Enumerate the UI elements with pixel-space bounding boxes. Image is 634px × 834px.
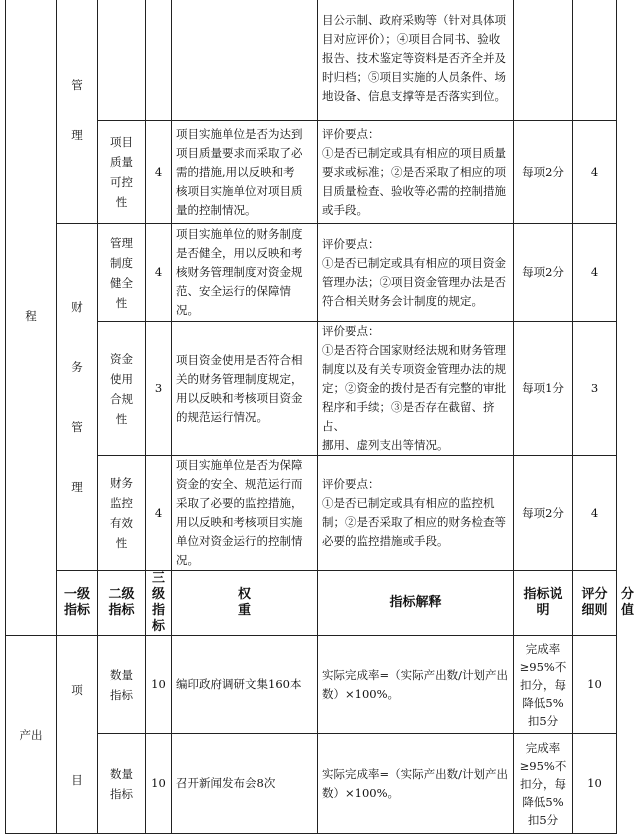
name-line: 性 [115,295,128,310]
name-line: 合规 [110,391,133,406]
header-level2 [98,571,146,636]
weight-cell: 10 [146,734,172,834]
header-line: 评分 [581,587,608,602]
table-row [6,456,617,571]
note-line: 符合相关财务会计制度的规定。 [322,293,483,308]
rule-line: ≥95%不 [519,659,567,674]
note-line: 或手段。 [322,202,368,217]
name-line: 制度 [110,255,133,270]
name-line: 性 [115,195,128,209]
note-line: 挪用、虚列支出等情况。 [322,438,449,452]
table-row [6,121,617,224]
rule-line: 降低5% [522,695,564,710]
level2-char: 管 [71,78,83,92]
name-line: 使用 [110,371,133,386]
weight-cell: 4 [146,456,172,571]
note-line: 实际完成率=（实际产出数/计划产出 [322,766,509,781]
note-line: 数）×100%。 [322,686,400,701]
note-line: 目公示制、政府采购等（针对具体项 [322,13,506,27]
desc-line: 项目质量要求而采取了必 [176,145,303,160]
weight-cell: 4 [146,224,172,322]
desc-line: 项目实施单位的财务制度 [176,227,303,241]
note-line: 时归档；⑤项目实施的人员条件、场 [322,70,506,84]
performance-indicator-table [5,0,634,834]
desc-cell [172,456,318,571]
score-cell: 10 [573,734,617,834]
name-line: 有效 [110,516,133,530]
level2-finance-mgmt-cell [57,224,98,571]
empty-cell [514,0,573,121]
rule-line: 完成率 [525,641,561,656]
desc-cell [172,322,318,456]
desc-line: 核项目实施单位对项目质 [176,183,303,198]
name-line: 资金 [110,351,133,366]
header-rule [573,571,617,636]
desc-line: 项目资金使用是否符合相 [176,352,303,367]
note-line: 评价要点： [322,236,380,251]
empty-cell [146,0,172,121]
level2-project-output-cell [57,636,98,834]
empty-cell [573,0,617,121]
level3-name-cell [98,636,146,734]
name-line: 监控 [110,496,133,510]
level3-name-cell [98,224,146,322]
note-line: 程序和手续；③是否存在截留、挤占、 [322,400,495,433]
desc-line: 的规范运行情况。 [176,409,268,424]
top-note-cell [318,0,514,121]
score-cell: 4 [573,456,617,571]
rule-line: 扣分，每 [520,776,566,791]
rule-cell: 每项1分 [514,322,573,456]
header-level3 [146,571,172,636]
desc-line: 核财务管理制度对资金规 [176,265,303,279]
note-line: 定；②资金的拨付是否有完整的审批 [322,381,506,395]
note-cell [318,224,514,322]
name-line: 指标 [110,687,133,702]
note-cell [318,121,514,224]
level2-char: 目 [71,772,83,787]
rule-cell: 每项2分 [514,456,573,571]
desc-cell: 召开新闻发布会8次 [172,734,318,834]
desc-line: 需的措施,用以反映和考 [176,164,295,179]
note-line: ①是否已制定或具有相应的监控机 [322,496,495,510]
header-note: 指标说明 [514,571,573,636]
desc-line: 资金的安全、规范运行而 [176,477,303,491]
table-row [6,636,617,734]
desc-line: 况。 [176,553,199,567]
desc-line: 范、安全运行的保障情况。 [176,284,291,317]
desc-line: 关的财务管理制度规定， [176,371,303,386]
header-desc: 指标解释 [318,571,514,636]
desc-line: 采取了必要的监控措施， [176,496,303,510]
score-cell: 3 [573,322,617,456]
note-line: 评价要点： [322,324,380,338]
note-line: 数）×100%。 [322,785,400,800]
header-line: 指标 [151,603,165,634]
level3-name-cell [98,456,146,571]
desc-line: 单位对资金运行的控制情 [176,534,303,548]
rule-cell [514,636,573,734]
note-cell [318,322,514,456]
weight-cell: 4 [146,121,172,224]
level2-char: 理 [71,480,83,494]
note-line: ①是否符合国家财经法规和财务管理 [322,343,506,357]
note-line: 实际完成率=（实际产出数/计划产出 [322,667,509,682]
level1-label: 程 [25,309,37,323]
level2-char: 务 [71,360,83,374]
table-row [6,224,617,322]
rule-line: 完成率 [525,740,561,755]
level1-output-cell: 产出 [6,636,57,834]
note-cell [318,456,514,571]
note-line: 要求或标准；②是否采取了相应的项 [322,164,506,179]
note-line: ①是否已制定或具有相应的项目质量 [322,145,506,160]
desc-line: 项目实施单位是否为保障 [176,458,303,472]
level2-char: 项 [71,682,83,697]
score-cell: 10 [573,636,617,734]
desc-cell [172,224,318,322]
note-line: 制；②是否采取了相应的财务检查等 [322,515,506,529]
level3-name-cell [98,734,146,834]
rule-cell [514,734,573,834]
rule-cell: 每项2分 [514,121,573,224]
empty-cell [172,0,318,121]
note-line: 必要的监控措施或手段。 [322,534,449,548]
desc-line: 项目实施单位是否为达到 [176,126,303,141]
rule-line: 降低5% [522,794,564,809]
table-header-row: 一级 指标 二级 指标 三级 指标 权 重 指标解释 指标说明 评分 细则 分 值 [6,571,617,636]
level2-char: 管 [71,420,83,434]
rule-line: ≥95%不 [519,758,567,773]
note-cell [318,734,514,834]
name-line: 项目 [110,135,133,149]
score-cell: 4 [573,121,617,224]
note-line: 地设备、信息支撑等是否落实到位。 [322,89,506,103]
rule-line: 扣5分 [527,713,559,728]
header-line: 三级 [151,571,165,602]
desc-cell [172,121,318,224]
note-line: ①是否已制定或具有相应的项目资金 [322,255,506,270]
name-line: 数量 [110,667,133,682]
header-weight [172,571,318,636]
name-line: 财务 [110,476,133,490]
rule-line: 扣5分 [527,812,559,827]
name-line: 性 [115,411,128,426]
level2-char: 财 [71,300,83,314]
note-line: 目对应评价）；④项目合同书、验收 [322,32,501,46]
note-cell [318,636,514,734]
rule-cell: 每项2分 [514,224,573,322]
level2-project-mgmt-cell [57,0,98,224]
desc-line: 是否健全，用以反映和考 [176,246,303,260]
desc-line: 用以反映和考核项目资金 [176,390,303,405]
name-line: 性 [115,536,128,550]
empty-cell [98,0,146,121]
note-line: 报告、技术鉴定等资料是否齐全并及 [322,51,506,65]
header-level1 [57,571,98,636]
note-line: 评价要点： [322,477,380,491]
weight-cell: 3 [146,322,172,456]
level3-name-cell [98,322,146,456]
rule-line: 扣分，每 [520,677,566,692]
table-row [6,734,617,834]
weight-cell: 10 [146,636,172,734]
note-line: 目质量检查、验收等必需的控制措施 [322,183,506,198]
level2-char: 理 [71,128,83,142]
note-line: 管理办法；②项目资金管理办法是否 [322,274,506,289]
name-line: 健全 [110,275,133,290]
score-cell: 4 [573,224,617,322]
desc-line: 量的控制情况。 [176,202,257,217]
header-line: 细则 [581,603,608,618]
note-line: 制度以及有关专项资金管理办法的规 [322,362,506,376]
name-line: 可控 [110,175,133,189]
name-line: 质量 [110,155,133,169]
header-line: 权 [237,587,251,602]
header-line: 重 [237,603,251,618]
level3-name-cell [98,121,146,224]
level1-program-cell [6,0,57,636]
header-line: 一级 [63,587,90,602]
desc-cell: 编印政府调研文集160本 [172,636,318,734]
header-line: 指标 [108,603,135,618]
header-line: 二级 [108,587,135,602]
name-line: 管理 [110,235,133,250]
desc-line: 用以反映和考核项目实施 [176,515,303,529]
table-row [6,322,617,456]
note-line: 评价要点： [322,126,380,141]
header-line: 指标 [63,603,90,618]
name-line: 数量 [110,766,133,781]
name-line: 指标 [110,786,133,801]
